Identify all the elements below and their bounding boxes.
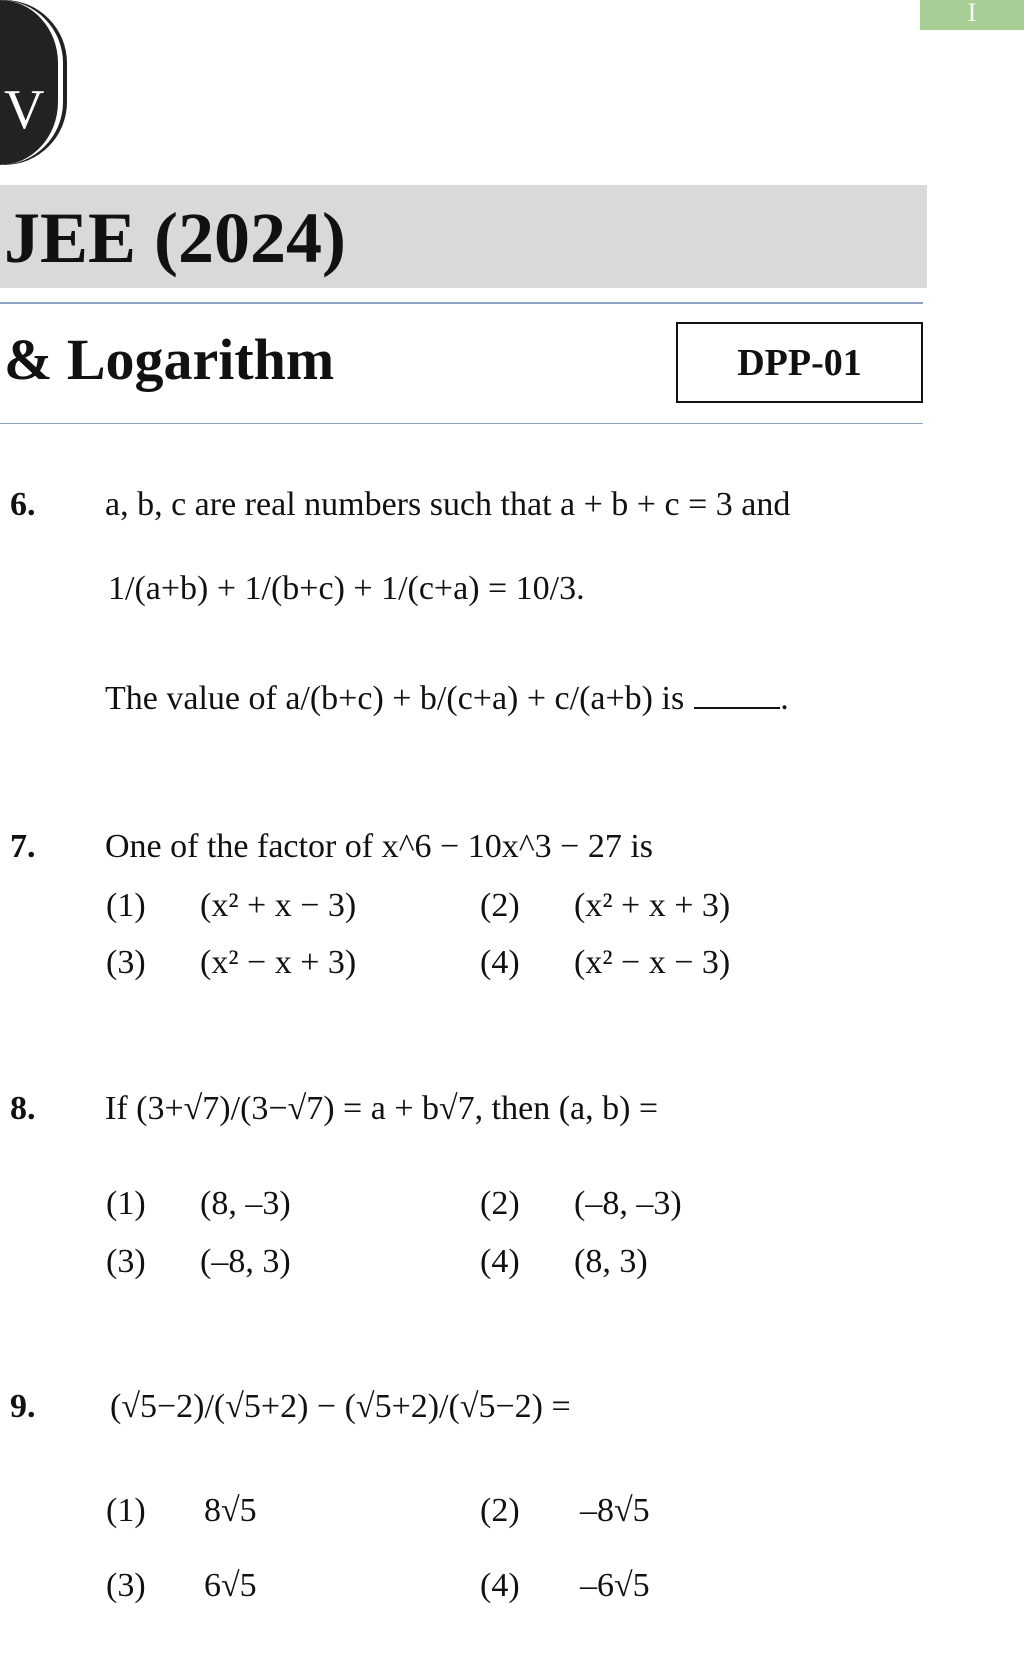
option-value[interactable]: –8√5 xyxy=(580,1492,650,1529)
question-6-prompt: The value of a/(b+c) + b/(c+a) + c/(a+b) is . xyxy=(105,680,789,717)
option-label: (3) xyxy=(106,1567,146,1604)
option-value[interactable]: (8, –3) xyxy=(200,1185,291,1222)
question-number: 7. xyxy=(10,828,36,865)
option-label: (1) xyxy=(106,1492,146,1529)
option-value[interactable]: 6√5 xyxy=(204,1567,257,1604)
option-label: (3) xyxy=(106,944,146,981)
exam-title: JEE (2024) xyxy=(4,198,346,278)
question-7-text: One of the factor of x^6 − 10x^3 − 27 is xyxy=(105,828,654,865)
option-label: (4) xyxy=(480,1567,520,1604)
title-band xyxy=(0,185,927,288)
option-value[interactable]: –6√5 xyxy=(580,1567,650,1604)
option-label: (3) xyxy=(106,1243,146,1280)
option-label: (4) xyxy=(480,1243,520,1280)
option-label: (1) xyxy=(106,887,146,924)
option-value[interactable]: (x² + x − 3) xyxy=(200,887,357,924)
option-value[interactable]: (x² − x + 3) xyxy=(200,944,357,981)
option-label: (2) xyxy=(480,887,520,924)
question-6-text: a, b, c are real numbers such that a + b + c = 3 and xyxy=(105,486,791,523)
question-number: 9. xyxy=(10,1388,36,1425)
option-value[interactable]: (–8, 3) xyxy=(200,1243,291,1280)
divider xyxy=(0,423,923,424)
option-label: (1) xyxy=(106,1185,146,1222)
question-6-equation: 1/(a+b) + 1/(b+c) + 1/(c+a) = 10/3. xyxy=(108,570,585,607)
option-value[interactable]: (8, 3) xyxy=(574,1243,648,1280)
question-number: 6. xyxy=(10,486,36,523)
option-value[interactable]: 8√5 xyxy=(204,1492,257,1529)
option-value[interactable]: (x² − x − 3) xyxy=(574,944,731,981)
question-9-text: (√5−2)/(√5+2) − (√5+2)/(√5−2) = xyxy=(110,1388,571,1425)
question-6-expression: a/(b+c) + b/(c+a) + c/(a+b) xyxy=(285,680,654,717)
option-label: (2) xyxy=(480,1185,520,1222)
question-number: 8. xyxy=(10,1090,36,1127)
topic-title: & Logarithm xyxy=(4,327,335,392)
dpp-badge: DPP-01 xyxy=(676,322,923,403)
question-8-text: If (3+√7)/(3−√7) = a + b√7, then (a, b) = xyxy=(105,1090,659,1127)
institute-logo: V xyxy=(0,0,63,165)
option-value[interactable]: (x² + x + 3) xyxy=(574,887,731,924)
page-tab: I xyxy=(920,0,1024,30)
option-label: (2) xyxy=(480,1492,520,1529)
answer-blank xyxy=(694,707,780,709)
divider xyxy=(0,302,923,304)
option-label: (4) xyxy=(480,944,520,981)
option-value[interactable]: (–8, –3) xyxy=(574,1185,682,1222)
